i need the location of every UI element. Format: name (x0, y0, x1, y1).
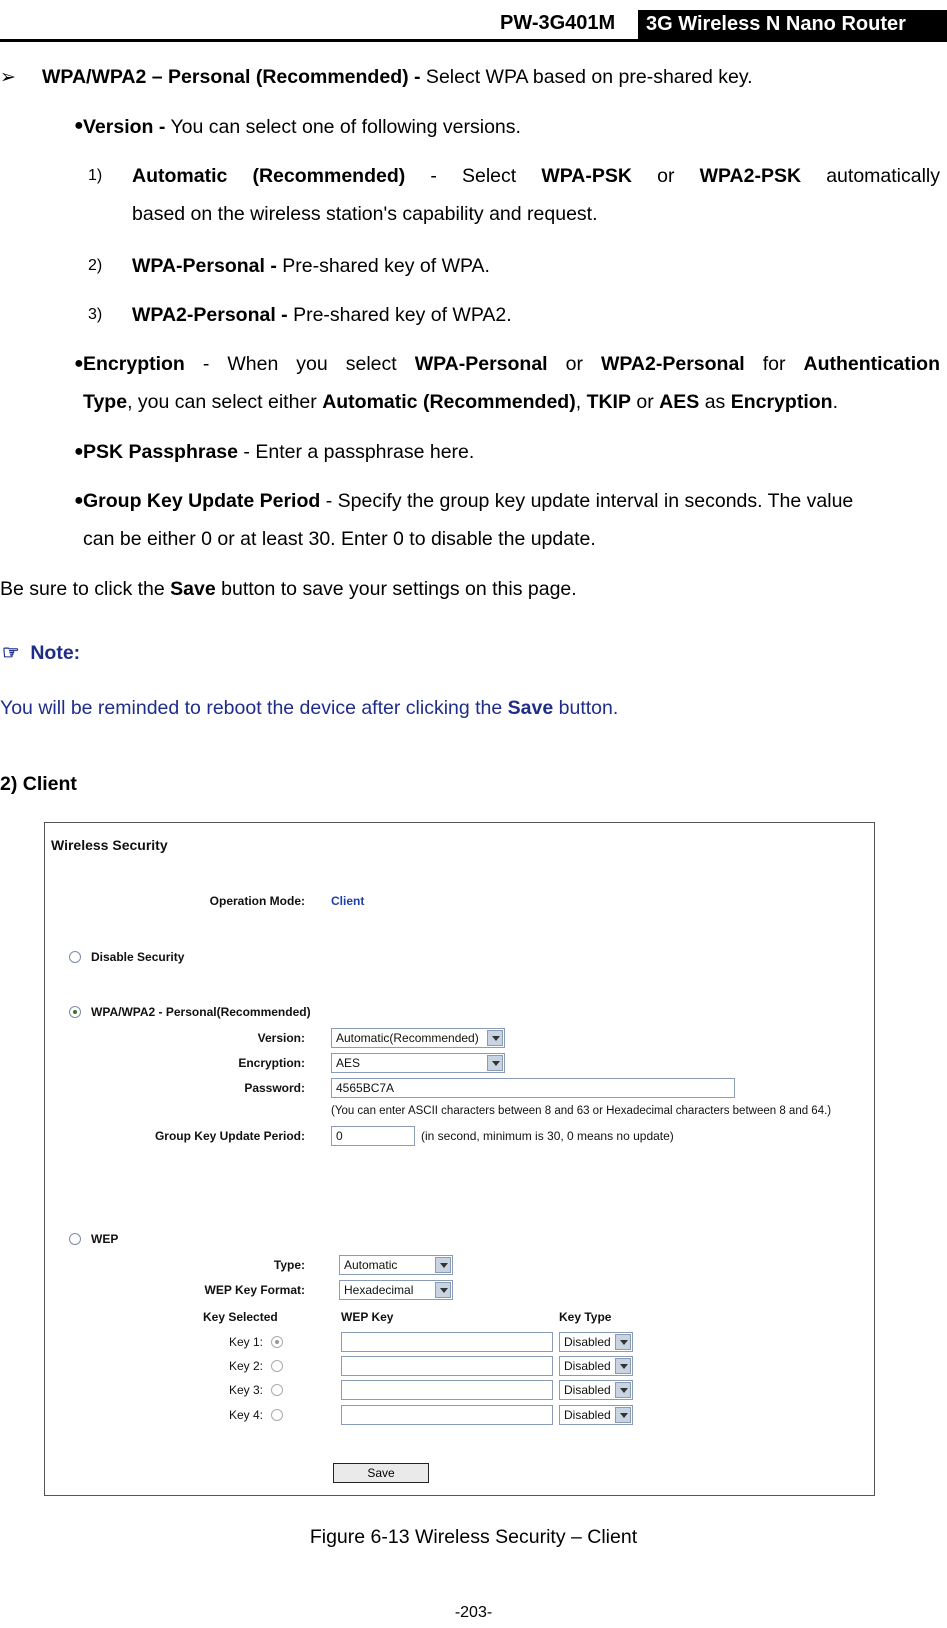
list-number: 3) (88, 306, 103, 323)
encryption-paragraph-line1: Encryption - When you select WPA-Personal or WPA2-Personal for Authentication (83, 353, 940, 375)
group-key-paragraph: Group Key Update Period - Specify the group key update interval in seconds. The value (83, 490, 854, 512)
version-select[interactable]: Automatic(Recommended) (331, 1028, 505, 1048)
password-input[interactable]: 4565BC7A (331, 1078, 735, 1098)
disable-security-radio[interactable] (69, 951, 81, 963)
group-key-input[interactable]: 0 (331, 1126, 415, 1146)
chevron-down-icon (615, 1358, 631, 1374)
group-key-hint: (in second, minimum is 30, 0 means no update) (421, 1129, 674, 1143)
pointing-hand-icon: ☞ (2, 642, 20, 664)
type-label: Type: (273, 1258, 305, 1272)
version-item-2: WPA-Personal - Pre-shared key of WPA. (132, 255, 490, 277)
key-1-input[interactable] (341, 1332, 553, 1352)
save-reminder: Be sure to click the Save button to save your settings on this page. (0, 578, 577, 600)
operation-mode-label: Operation Mode: (209, 894, 305, 908)
chevron-down-icon (615, 1407, 631, 1423)
bullet-icon: ● (74, 492, 84, 509)
wep-key-format-select[interactable]: Hexadecimal (339, 1280, 453, 1300)
key-1-type-select[interactable]: Disabled (559, 1332, 633, 1352)
key-label: Key 1: (229, 1335, 264, 1349)
key-1-radio[interactable] (271, 1336, 283, 1348)
key-3-radio[interactable] (271, 1384, 283, 1396)
key-4-type-select[interactable]: Disabled (559, 1405, 633, 1425)
key-2-radio[interactable] (271, 1360, 283, 1372)
type-select[interactable]: Automatic (339, 1255, 453, 1275)
page-number: -203- (454, 1604, 493, 1621)
psk-paragraph: PSK Passphrase - Enter a passphrase here. (83, 441, 475, 463)
chevron-down-icon (615, 1382, 631, 1398)
key-3-type-select[interactable]: Disabled (559, 1380, 633, 1400)
wep-radio[interactable] (69, 1233, 81, 1245)
bullet-icon: ● (74, 355, 84, 372)
key-label: Key 4: (229, 1408, 264, 1422)
encryption-paragraph-line2: Type, you can select either Automatic (Recommended), TKIP or AES as Encryption. (83, 391, 838, 413)
wep-key-format-label: WEP Key Format: (204, 1283, 305, 1297)
key-selected-header: Key Selected (203, 1310, 278, 1324)
figure-title: Wireless Security (51, 837, 168, 853)
chevron-down-icon (487, 1055, 503, 1071)
model-name: PW-3G401M (500, 12, 616, 34)
group-key-label: Group Key Update Period: (154, 1129, 305, 1143)
product-name: 3G Wireless N Nano Router (638, 10, 947, 40)
key-label: Key 2: (229, 1359, 264, 1373)
encryption-select[interactable]: AES (331, 1053, 505, 1073)
bullet-icon: ● (74, 443, 84, 460)
version-item-3: WPA2-Personal - Pre-shared key of WPA2. (132, 304, 512, 326)
key-type-header: Key Type (559, 1310, 612, 1324)
chevron-down-icon (487, 1030, 503, 1046)
arrow-bullet-icon: ➢ (0, 67, 16, 88)
note-text: You will be reminded to reboot the device after clicking the Save button. (0, 697, 619, 719)
list-number: 1) (88, 167, 103, 184)
key-4-input[interactable] (341, 1405, 553, 1425)
wireless-security-screenshot (44, 822, 875, 1496)
wpa-paragraph: WPA/WPA2 – Personal (Recommended) - Select WPA based on pre-shared key. (42, 66, 753, 88)
key-3-input[interactable] (341, 1380, 553, 1400)
key-2-type-select[interactable]: Disabled (559, 1356, 633, 1376)
chevron-down-icon (615, 1334, 631, 1350)
wpa-radio[interactable] (69, 1006, 81, 1018)
bullet-icon: ● (74, 117, 84, 134)
page-header (0, 0, 947, 42)
operation-mode-value: Client (331, 894, 365, 908)
list-number: 2) (88, 257, 103, 274)
group-key-paragraph-line2: can be either 0 or at least 30. Enter 0 to disable the update. (83, 528, 596, 550)
figure-caption: Figure 6-13 Wireless Security – Client (309, 1526, 638, 1548)
password-hint: (You can enter ASCII characters between 8 and 63 or Hexadecimal characters between 8 and 64.) (331, 1105, 832, 1117)
note-heading: ☞ Note: (2, 642, 81, 664)
chevron-down-icon (435, 1282, 451, 1298)
wep-key-header: WEP Key (341, 1310, 394, 1324)
encryption-label: Encryption: (238, 1056, 305, 1070)
version-item-1: Automatic (Recommended) - Select WPA-PSK or WPA2-PSK automatically (132, 165, 941, 187)
key-label: Key 3: (229, 1383, 264, 1397)
password-label: Password: (244, 1081, 305, 1095)
disable-security-label: Disable Security (91, 950, 185, 964)
client-heading: 2) Client (0, 773, 77, 795)
version-paragraph: Version - You can select one of following versions. (83, 116, 521, 138)
wep-option-label: WEP (91, 1232, 119, 1246)
key-2-input[interactable] (341, 1356, 553, 1376)
chevron-down-icon (435, 1257, 451, 1273)
version-label: Version: (257, 1031, 305, 1045)
version-item-1-line2: based on the wireless station's capability and request. (132, 203, 598, 225)
save-button[interactable]: Save (333, 1463, 429, 1483)
wpa-option-label: WPA/WPA2 - Personal(Recommended) (91, 1005, 311, 1019)
key-4-radio[interactable] (271, 1409, 283, 1421)
